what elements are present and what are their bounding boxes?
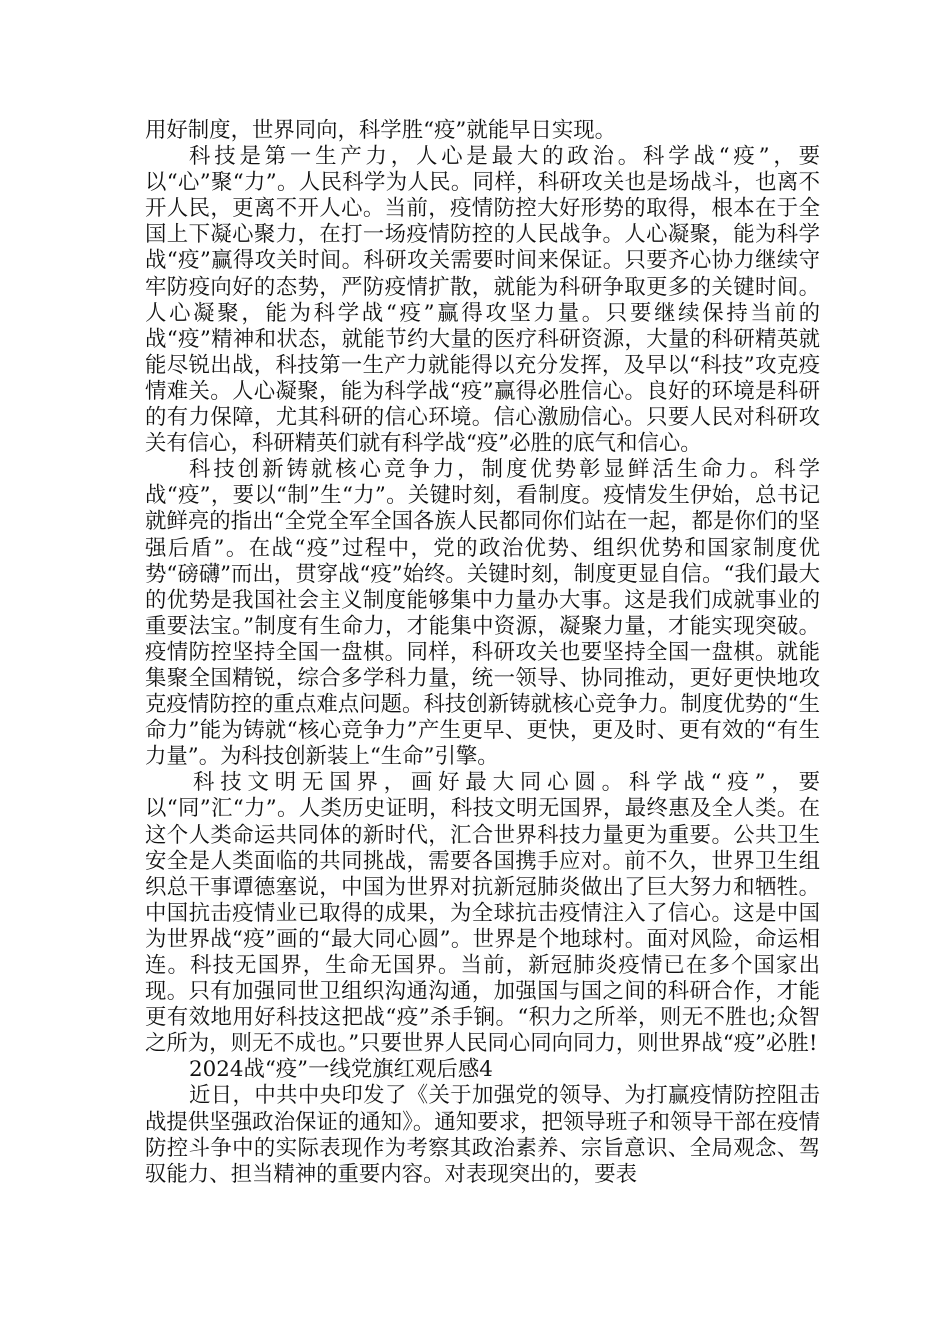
paragraph-no-borders: 科技文明无国界，画好最大同心圆。科学战“疫”，要以“同”汇“力”。人类历史证明，科技文明无国界，最终惠及全人类。在这个人类命运共同体的新时代，汇合世界科技力量更为重要。公共卫生安全是人类面临的共同挑战，需要各国携手应对。前不久，世界卫生组织总干事谭德塞说，中国为世界对抗新冠肺炎做出了巨大努力和牺牲。中国抗击疫情业已取得的成果，为全球抗击疫情注入了信心。这是中国为世界战“疫”画的“最大同心圆”。世界是个地球村。面对风险，命运相连。科技无国界，生命无国界。当前，新冠肺炎疫情已在多个国家出现。只有加强同世卫组织沟通沟通，加强国与国之间的科研合作，才能更有效地用好科技这把战“疫”杀手锏。“积力之所举，则无不胜也;众智之所为，则无不成也。”只要世界人民同心同向同力，则世界战“疫”必胜! — [145, 770, 820, 1057]
paragraph-notice: 近日，中共中央印发了《关于加强党的领导、为打赢疫情防控阻击战提供坚强政治保证的通知》。通知要求，把领导班子和领导干部在疫情防控斗争中的实际表现作为考察其政治素养、宗旨意识、全局观念、驾驭能力、担当精神的重要内容。对表现突出的，要表 — [145, 1083, 820, 1187]
paragraph-heart-unites-force: 科技是第一生产力，人心是最大的政治。科学战“疫”，要以“心”聚“力”。人民科学为人民。同样，科研攻关也是场战斗，也离不开人民，更离不开人心。当前，疫情防控大好形势的取得，根本在于全国上下凝心聚力，在打一场疫情防控的人民战争。人心凝聚，能为科学战“疫”赢得攻关时间。科研攻关需要时间来保证。只要齐心协力继续守牢防疫向好的态势，严防疫情扩散，就能为科研争取更多的关键时间。人心凝聚，能为科学战“疫”赢得攻坚力量。只要继续保持当前的战“疫”精神和状态，就能节约大量的医疗科研资源，大量的科研精英就能尽锐出战，科技第一生产力就能得以充分发挥，及早以“科技”攻克疫情难关。人心凝聚，能为科学战“疫”赢得必胜信心。良好的环境是科研的有力保障，尤其科研的信心环境。信心激励信心。只要人民对科研攻关有信心，科研精英们就有科学战“疫”必胜的底气和信心。 — [145, 144, 820, 457]
paragraph-system-advantage: 科技创新铸就核心竞争力，制度优势彰显鲜活生命力。科学战“疫”，要以“制”生“力”。关键时刻，看制度。疫情发生伊始，总书记就鲜亮的指出“全党全军全国各族人民都同你们站在一起，都是你们的坚强后盾”。在战“疫”过程中，党的政治优势、组织优势和国家制度优势“磅礴”而出，贯穿战“疫”始终。关键时刻，制度更显自信。“我们最大的优势是我国社会主义制度能够集中力量办大事。这是我们成就事业的重要法宝。”制度有生命力，才能集中资源，凝聚力量，才能实现突破。疫情防控坚持全国一盘棋。同样，科研攻关也要坚持全国一盘棋。就能集聚全国精锐，综合多学科力量，统一领导、协同推动，更好更快地攻克疫情防控的重点难点问题。科技创新铸就核心竞争力。制度优势的“生命力”能为铸就“核心竞争力”产生更早、更快，更及时、更有效的“有生力量”。为科技创新装上“生命”引擎。 — [145, 457, 821, 770]
paragraph-continuation: 用好制度，世界同向，科学胜“疫”就能早日实现。 — [145, 118, 617, 143]
section-heading: 2024战“疫”一线党旗红观后感4 — [189, 1057, 493, 1083]
document-body — [145, 118, 820, 1188]
